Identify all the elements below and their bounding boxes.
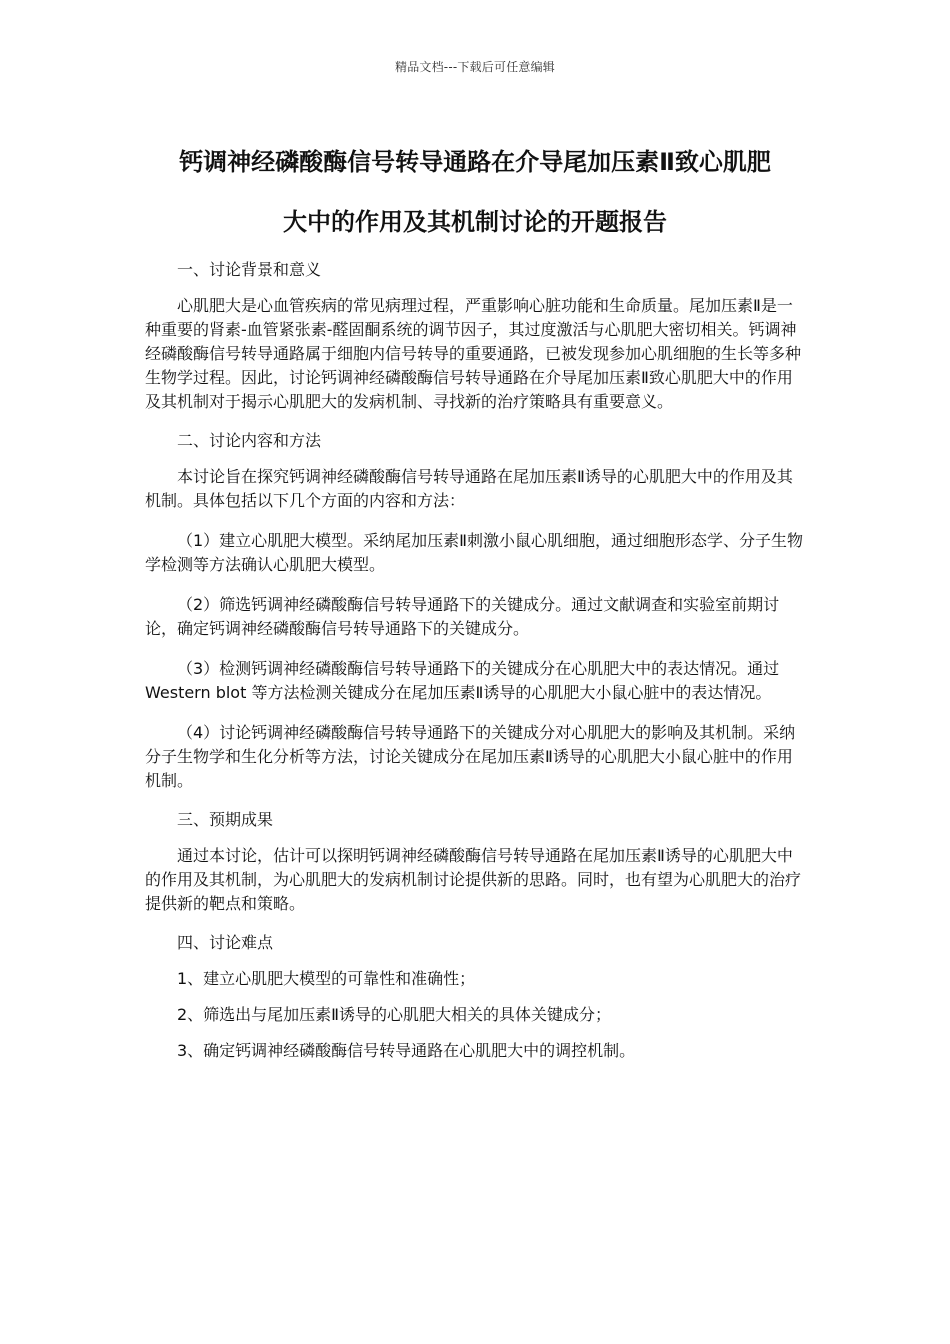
document-title <box>145 132 805 252</box>
content-item-2: （2）筛选钙调神经磷酸酶信号转导通路下的关键成分。通过文献调查和实验室前期讨论，确定钙调神经磷酸酶信号转导通路下的关键成分。 <box>145 595 780 638</box>
difficulty-item-1: 1、建立心肌肥大模型的可靠性和准确性； <box>177 969 476 988</box>
difficulty-item-2: 2、筛选出与尾加压素Ⅱ诱导的心肌肥大相关的具体关键成分； <box>177 1005 612 1024</box>
paragraph-expected: 通过本讨论，估计可以探明钙调神经磷酸酶信号转导通路在尾加压素Ⅱ诱导的心肌肥大中的作用及其机制，为心肌肥大的发病机制讨论提供新的思路。同时，也有望为心肌肥大的治疗提供新的靶点和策略。 <box>145 846 802 913</box>
paragraph-content-intro: 本讨论旨在探究钙调神经磷酸酶信号转导通路在尾加压素Ⅱ诱导的心肌肥大中的作用及其机制。具体包括以下几个方面的内容和方法： <box>145 467 793 510</box>
section-heading-background: 一、讨论背景和意义 <box>177 260 322 279</box>
difficulty-item-3: 3、确定钙调神经磷酸酶信号转导通路在心肌肥大中的调控机制。 <box>177 1041 636 1060</box>
content-item-1: （1）建立心肌肥大模型。采纳尾加压素Ⅱ刺激小鼠心肌细胞，通过细胞形态学、分子生物学检测等方法确认心肌肥大模型。 <box>145 531 804 574</box>
paragraph-background: 心肌肥大是心血管疾病的常见病理过程，严重影响心脏功能和生命质量。尾加压素Ⅱ是一种重要的肾素-血管紧张素-醛固酮系统的调节因子，其过度激活与心肌肥大密切相关。钙调神经磷酸酶信号转导通路属于细胞内信号转导的重要通路，已被发现参加心肌细胞的生长等多种生物学过程。因此，讨论钙调神经磷酸酶信号转导通路在介导尾加压素Ⅱ致心肌肥大中的作用及其机制对于揭示心肌肥大的发病机制、寻找新的治疗策略具有重要意义。 <box>145 296 802 411</box>
title-line-1: 钙调神经磷酸酶信号转导通路在介导尾加压素Ⅱ致心肌肥 <box>179 148 771 176</box>
section-heading-content: 二、讨论内容和方法 <box>177 431 322 450</box>
section-heading-expected: 三、预期成果 <box>177 810 274 829</box>
header-note: 精品文档---下载后可任意编辑 <box>395 60 555 74</box>
content-item-3: （3）检测钙调神经磷酸酶信号转导通路下的关键成分在心肌肥大中的表达情况。通过 Western blot 等方法检测关键成分在尾加压素Ⅱ诱导的心肌肥大小鼠心脏中的表达情况。 <box>145 659 780 702</box>
section-heading-difficulties: 四、讨论难点 <box>177 933 274 952</box>
title-line-2: 大中的作用及其机制讨论的开题报告 <box>283 208 667 236</box>
content-item-4: （4）讨论钙调神经磷酸酶信号转导通路下的关键成分对心肌肥大的影响及其机制。采纳分子生物学和生化分析等方法，讨论关键成分在尾加压素Ⅱ诱导的心肌肥大小鼠心脏中的作用机制。 <box>145 723 796 790</box>
document-body <box>145 258 807 1063</box>
